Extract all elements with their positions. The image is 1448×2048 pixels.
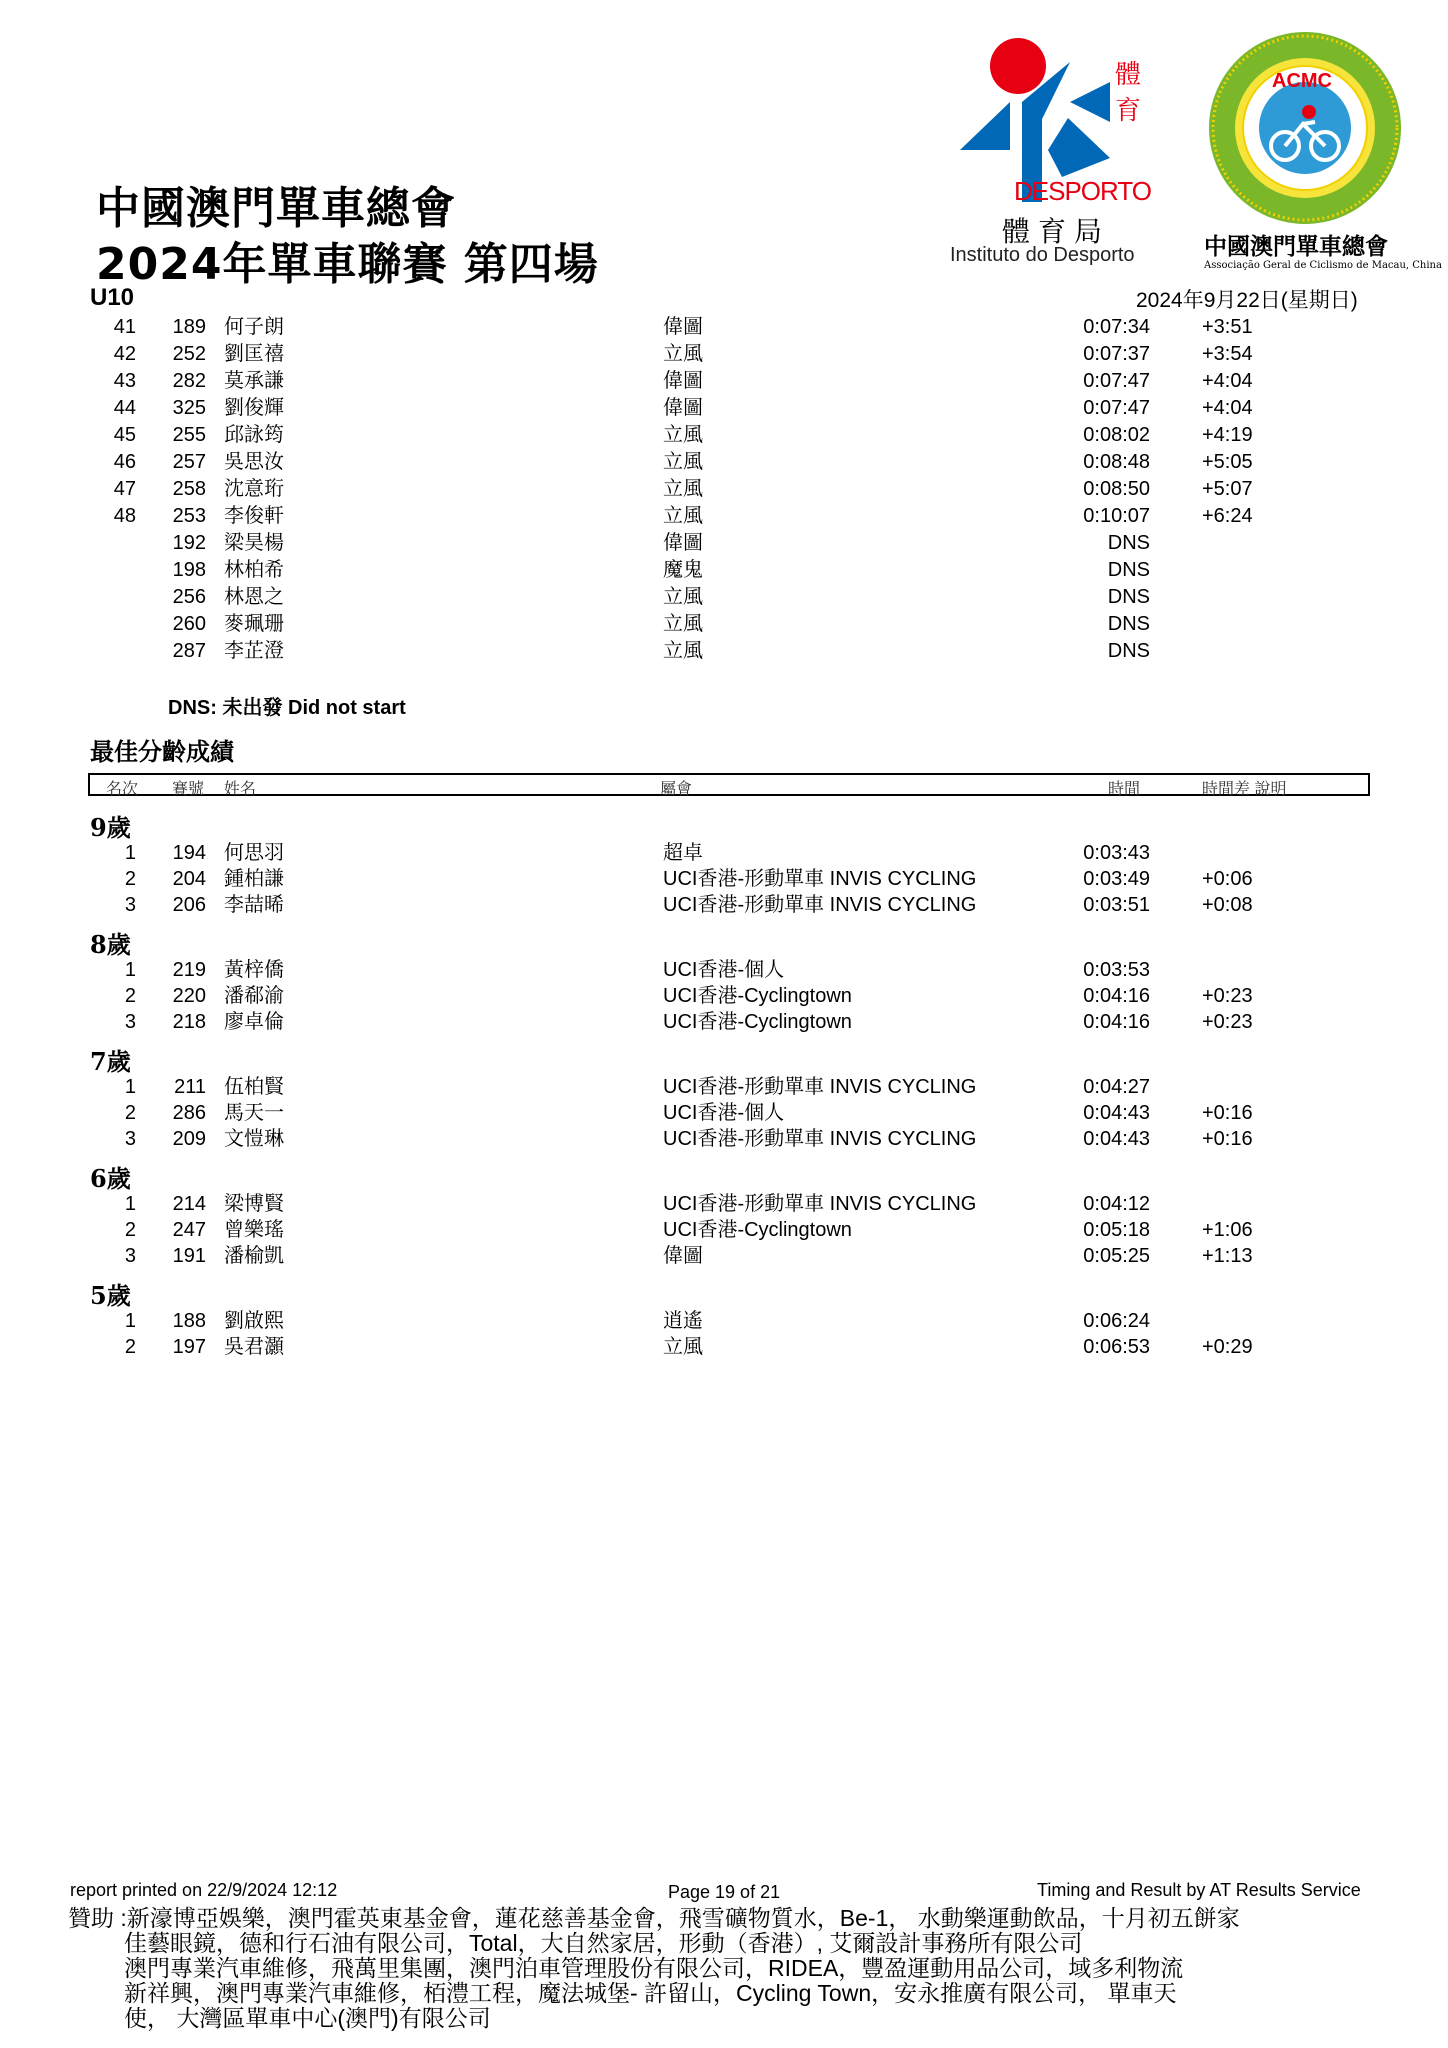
col-name: 姓名 — [224, 781, 257, 798]
team-cell: 偉圖 — [663, 1245, 703, 1267]
rank-cell: 3 — [124, 1128, 136, 1150]
name-cell: 吳君灝 — [224, 1336, 284, 1358]
team-cell: 超卓 — [663, 842, 703, 864]
team-cell: 立風 — [663, 505, 703, 527]
gap-cell: +0:23 — [1202, 985, 1253, 1007]
rank-cell: 1 — [124, 1310, 136, 1332]
team-cell: UCI香港-個人 — [663, 1102, 785, 1124]
bib-cell: 197 — [172, 1336, 206, 1358]
gap-cell: +0:29 — [1202, 1336, 1253, 1358]
bib-cell: 214 — [172, 1193, 206, 1215]
table-row — [0, 1100, 1448, 1127]
team-cell: 立風 — [663, 424, 703, 446]
table-row — [0, 1191, 1448, 1218]
gap-cell: +0:23 — [1202, 1011, 1253, 1033]
team-cell: UCI香港-Cyclingtown — [663, 1219, 852, 1241]
team-cell: UCI香港-Cyclingtown — [663, 985, 852, 1007]
acmc-logo — [1200, 28, 1442, 278]
team-cell: UCI香港-Cyclingtown — [663, 1011, 852, 1033]
team-cell: 立風 — [663, 343, 703, 365]
rank-cell: 1 — [124, 959, 136, 981]
rank-cell: 3 — [124, 1011, 136, 1033]
time-cell: 0:08:50 — [1083, 478, 1150, 500]
bib-cell: 191 — [172, 1245, 206, 1267]
bib-cell: 189 — [172, 316, 206, 338]
printed-stamp: report printed on 22/9/2024 12:12 — [70, 1880, 338, 1900]
table-row — [0, 314, 1448, 341]
time-cell: DNS — [1107, 613, 1150, 635]
team-cell: 立風 — [663, 640, 703, 662]
gap-cell: +3:51 — [1202, 316, 1253, 338]
bib-cell: 257 — [172, 451, 206, 473]
time-cell: 0:05:25 — [1083, 1245, 1150, 1267]
table-row — [0, 557, 1448, 584]
gap-cell: +3:54 — [1202, 343, 1253, 365]
table-row — [0, 866, 1448, 893]
bib-cell: 282 — [172, 370, 206, 392]
team-cell: UCI香港-形動單車 INVIS CYCLING — [663, 1193, 977, 1215]
table-row — [0, 957, 1448, 984]
col-gap: 時間差 說明 — [1202, 781, 1287, 798]
name-cell: 梁博賢 — [224, 1193, 284, 1215]
gap-cell: +1:06 — [1202, 1219, 1253, 1241]
time-cell: 0:08:48 — [1083, 451, 1150, 473]
team-cell: UCI香港-形動單車 INVIS CYCLING — [663, 868, 977, 890]
gap-cell: +5:07 — [1202, 478, 1253, 500]
name-cell: 曾樂瑤 — [224, 1219, 284, 1241]
rank-cell: 2 — [124, 1336, 136, 1358]
team-cell: 偉圖 — [663, 532, 703, 554]
bib-cell: 188 — [172, 1310, 206, 1332]
time-cell: 0:04:12 — [1083, 1193, 1150, 1215]
time-cell: DNS — [1107, 640, 1150, 662]
desporto-cn-name: 體育局 — [1002, 216, 1111, 247]
name-cell: 梁昊楊 — [224, 532, 284, 554]
age-group-label: 7歲 — [90, 1047, 131, 1076]
name-cell: 沈意珩 — [224, 478, 284, 500]
table-row — [0, 476, 1448, 503]
bib-cell: 219 — [172, 959, 206, 981]
table-row — [0, 840, 1448, 867]
table-row — [0, 983, 1448, 1010]
time-cell: 0:07:47 — [1083, 397, 1150, 419]
rank-cell: 46 — [113, 451, 136, 473]
acmc-cn-name: 中國澳門單車總會 — [1204, 233, 1388, 260]
team-cell: UCI香港-形動單車 INVIS CYCLING — [663, 1076, 977, 1098]
table-row — [0, 1334, 1448, 1361]
name-cell: 劉啟熙 — [224, 1310, 284, 1332]
timing-credit: Timing and Result by AT Results Service — [1037, 1880, 1361, 1900]
sponsor-list — [68, 1906, 1408, 2031]
table-row — [0, 1308, 1448, 1335]
page-title-line1: 中國澳門單車總會 — [96, 183, 456, 234]
rank-cell: 41 — [113, 316, 136, 338]
sponsor-line: 贊助 :新濠博亞娛樂，澳門霍英東基金會，蓮花慈善基金會，飛雪礦物質水，Be-1， 水動樂運動飲品，十月初五餅家 — [68, 1905, 1240, 1931]
acmc-emblem-icon — [1205, 28, 1405, 228]
name-cell: 鍾柏謙 — [224, 868, 284, 890]
event-date: 2024年9月22日(星期日) — [1136, 289, 1358, 312]
name-cell: 劉俊輝 — [224, 397, 284, 419]
desporto-logo — [950, 32, 1150, 272]
team-cell: 偉圖 — [663, 397, 703, 419]
name-cell: 林柏希 — [224, 559, 284, 581]
rank-cell: 2 — [124, 985, 136, 1007]
bib-cell: 325 — [172, 397, 206, 419]
time-cell: 0:08:02 — [1083, 424, 1150, 446]
time-cell: 0:03:43 — [1083, 842, 1150, 864]
rank-cell: 3 — [124, 894, 136, 916]
age-group-label: 5歲 — [90, 1281, 131, 1310]
table-row — [0, 611, 1448, 638]
time-cell: DNS — [1107, 559, 1150, 581]
gap-cell: +0:08 — [1202, 894, 1253, 916]
sponsor-line: 使， 大灣區單車中心(澳門)有限公司 — [124, 2005, 491, 2031]
gap-cell: +0:16 — [1202, 1128, 1253, 1150]
name-cell: 邱詠筠 — [224, 424, 284, 446]
rank-cell: 43 — [113, 370, 136, 392]
table-row — [0, 503, 1448, 530]
table-row — [0, 368, 1448, 395]
time-cell: 0:04:16 — [1083, 1011, 1150, 1033]
table-row — [0, 422, 1448, 449]
team-cell: 立風 — [663, 586, 703, 608]
table-row — [0, 1243, 1448, 1270]
gap-cell: +0:16 — [1202, 1102, 1253, 1124]
table-row — [0, 892, 1448, 919]
team-cell: 魔鬼 — [663, 559, 703, 581]
team-cell: UCI香港-個人 — [663, 959, 785, 981]
desporto-char-1: 體 — [1115, 59, 1142, 89]
desporto-char-2: 育 — [1115, 95, 1142, 125]
name-cell: 李芷澄 — [224, 640, 284, 662]
rank-cell: 42 — [113, 343, 136, 365]
name-cell: 伍柏賢 — [224, 1076, 284, 1098]
team-cell: 立風 — [663, 478, 703, 500]
age-group-label: 9歲 — [90, 813, 131, 842]
desporto-pt-name: Instituto do Desporto — [950, 244, 1135, 266]
bib-cell: 198 — [172, 559, 206, 581]
name-cell: 林恩之 — [224, 586, 284, 608]
rank-cell: 44 — [113, 397, 136, 419]
bib-cell: 204 — [172, 868, 206, 890]
bib-cell: 256 — [172, 586, 206, 608]
gap-cell: +1:13 — [1202, 1245, 1253, 1267]
age-group-label: 8歲 — [90, 930, 131, 959]
rank-cell: 1 — [124, 1193, 136, 1215]
time-cell: 0:06:24 — [1083, 1310, 1150, 1332]
name-cell: 李喆晞 — [224, 894, 284, 916]
table-row — [0, 1126, 1448, 1153]
name-cell: 吳思汝 — [224, 451, 284, 473]
name-cell: 潘郗渝 — [224, 985, 284, 1007]
name-cell: 劉匡禧 — [224, 343, 284, 365]
time-cell: DNS — [1107, 586, 1150, 608]
name-cell: 文愷琳 — [224, 1128, 284, 1150]
desporto-brand: DESPORTO — [1014, 176, 1151, 206]
gap-cell: +4:04 — [1202, 370, 1253, 392]
bib-cell: 220 — [172, 985, 206, 1007]
col-rank: 名次 — [106, 781, 139, 798]
bib-cell: 252 — [172, 343, 206, 365]
name-cell: 黃梓僑 — [224, 959, 284, 981]
rank-cell: 47 — [113, 478, 136, 500]
time-cell: 0:03:51 — [1083, 894, 1150, 916]
time-cell: 0:04:16 — [1083, 985, 1150, 1007]
bib-cell: 194 — [172, 842, 206, 864]
name-cell: 莫承謙 — [224, 370, 284, 392]
time-cell: 0:04:27 — [1083, 1076, 1150, 1098]
bib-cell: 209 — [172, 1128, 206, 1150]
gap-cell: +6:24 — [1202, 505, 1253, 527]
gap-cell: +0:06 — [1202, 868, 1253, 890]
age-group-label: 6歲 — [90, 1164, 131, 1193]
time-cell: 0:05:18 — [1083, 1219, 1150, 1241]
page-title-line2: 2024年單車聯賽 第四場 — [96, 239, 599, 290]
name-cell: 李俊軒 — [224, 505, 284, 527]
bib-cell: 218 — [172, 1011, 206, 1033]
rank-cell: 48 — [113, 505, 136, 527]
rank-cell: 1 — [124, 1076, 136, 1098]
time-cell: 0:03:49 — [1083, 868, 1150, 890]
bib-cell: 192 — [172, 532, 206, 554]
team-cell: UCI香港-形動單車 INVIS CYCLING — [663, 1128, 977, 1150]
name-cell: 馬天一 — [224, 1102, 284, 1124]
gap-cell: +4:19 — [1202, 424, 1253, 446]
col-team: 屬會 — [660, 781, 693, 798]
age-table-header — [88, 773, 1370, 796]
time-cell: 0:04:43 — [1083, 1128, 1150, 1150]
table-row — [0, 638, 1448, 665]
table-row — [0, 584, 1448, 611]
rank-cell: 45 — [113, 424, 136, 446]
rank-cell: 2 — [124, 868, 136, 890]
acmc-abbr: ACMC — [1272, 70, 1332, 92]
bib-cell: 253 — [172, 505, 206, 527]
team-cell: 偉圖 — [663, 370, 703, 392]
table-row — [0, 341, 1448, 368]
bib-cell: 206 — [172, 894, 206, 916]
table-row — [0, 1217, 1448, 1244]
time-cell: 0:04:43 — [1083, 1102, 1150, 1124]
col-time: 時間 — [1108, 781, 1141, 798]
time-cell: 0:07:37 — [1083, 343, 1150, 365]
age-section-title: 最佳分齡成績 — [90, 739, 234, 766]
rank-cell: 2 — [124, 1102, 136, 1124]
time-cell: DNS — [1107, 532, 1150, 554]
sponsor-line: 佳藝眼鏡，德和行石油有限公司，Total，大自然家居，形動（香港）, 艾爾設計事務所有限公司 — [124, 1930, 1083, 1956]
time-cell: 0:10:07 — [1083, 505, 1150, 527]
bib-cell: 258 — [172, 478, 206, 500]
table-row — [0, 530, 1448, 557]
name-cell: 麥珮珊 — [224, 613, 284, 635]
table-row — [0, 395, 1448, 422]
table-row — [0, 449, 1448, 476]
bib-cell: 286 — [172, 1102, 206, 1124]
name-cell: 潘榆凱 — [224, 1245, 284, 1267]
page-number: Page 19 of 21 — [668, 1882, 781, 1902]
sponsor-line: 澳門專業汽車維修，飛萬里集團，澳門泊車管理股份有限公司，RIDEA，豐盈運動用品公司，域多利物流 — [124, 1955, 1184, 1981]
bib-cell: 211 — [174, 1076, 206, 1098]
time-cell: 0:07:47 — [1083, 370, 1150, 392]
gap-cell: +5:05 — [1202, 451, 1253, 473]
col-bib: 賽號 — [172, 781, 205, 798]
time-cell: 0:06:53 — [1083, 1336, 1150, 1358]
name-cell: 何子朗 — [224, 316, 284, 338]
table-row — [0, 1074, 1448, 1101]
bib-cell: 247 — [172, 1219, 206, 1241]
category-label: U10 — [90, 284, 135, 311]
bib-cell: 287 — [172, 640, 206, 662]
name-cell: 廖卓倫 — [224, 1011, 284, 1033]
bib-cell: 260 — [172, 613, 206, 635]
team-cell: 逍遙 — [663, 1310, 703, 1332]
name-cell: 何思羽 — [224, 842, 284, 864]
time-cell: 0:03:53 — [1083, 959, 1150, 981]
team-cell: 立風 — [663, 451, 703, 473]
gap-cell: +4:04 — [1202, 397, 1253, 419]
time-cell: 0:07:34 — [1083, 316, 1150, 338]
dns-note: DNS: 未出發 Did not start — [168, 697, 406, 719]
team-cell: UCI香港-形動單車 INVIS CYCLING — [663, 894, 977, 916]
acmc-pt-name: Associação Geral de Ciclismo de Macau, China — [1204, 260, 1442, 271]
team-cell: 立風 — [663, 1336, 703, 1358]
rank-cell: 1 — [124, 842, 136, 864]
sponsor-line: 新祥興，澳門專業汽車維修，栢澧工程，魔法城堡- 許留山，Cycling Town，安永推廣有限公司， 單車天 — [124, 1980, 1177, 2006]
bib-cell: 255 — [172, 424, 206, 446]
rank-cell: 3 — [124, 1245, 136, 1267]
team-cell: 偉圖 — [663, 316, 703, 338]
table-row — [0, 1009, 1448, 1036]
rank-cell: 2 — [124, 1219, 136, 1241]
team-cell: 立風 — [663, 613, 703, 635]
